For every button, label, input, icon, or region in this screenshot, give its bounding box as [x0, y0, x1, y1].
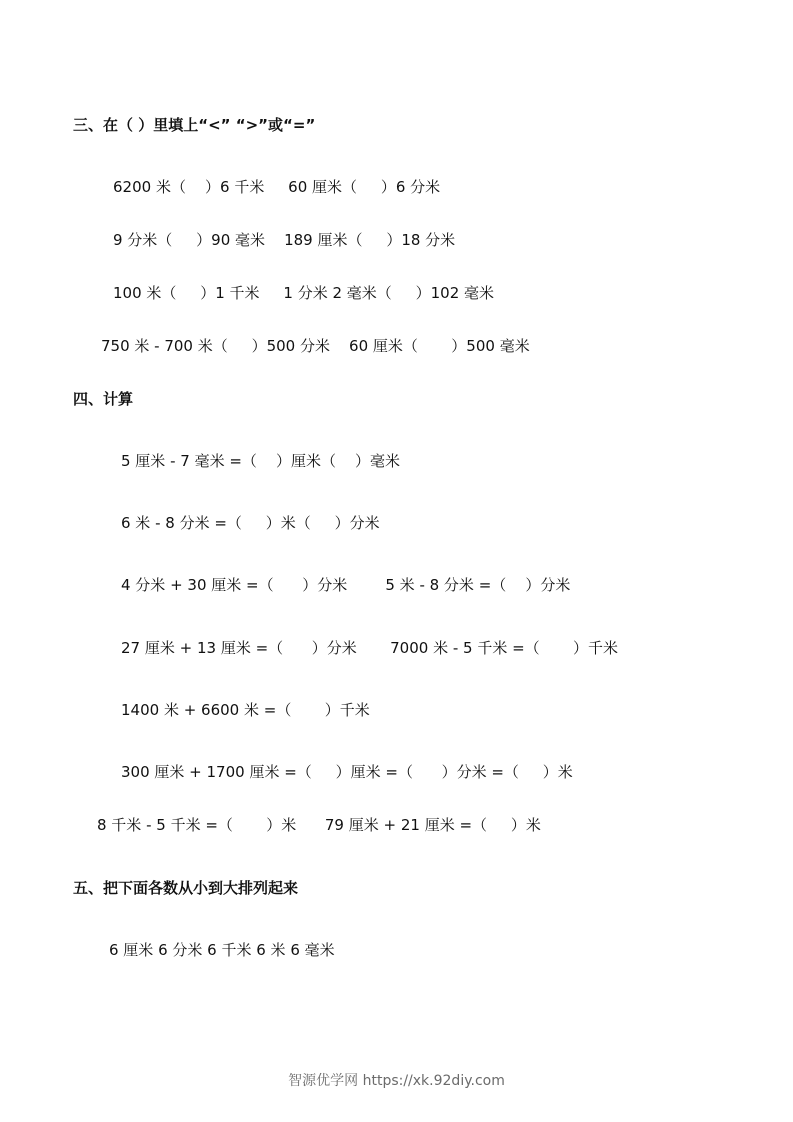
section-4-heading: 四、计算 [73, 390, 134, 408]
section-4-row-4: 27 厘米 + 13 厘米 =（ ）分米 7000 米 - 5 千米 =（ ）千米 [121, 639, 619, 657]
footer-watermark: 智源优学网 https://xk.92diy.com [288, 1073, 505, 1089]
section-3-heading: 三、在（ ）里填上“<” “>”或“=” [73, 116, 316, 134]
section-4-row-2: 6 米 - 8 分米 =（ ）米（ ）分米 [121, 514, 380, 532]
section-4-row-7: 8 千米 - 5 千米 =（ ）米 79 厘米 + 21 厘米 =（ ）米 [97, 816, 541, 834]
section-3-row-2: 9 分米（ ）90 毫米 189 厘米（ ）18 分米 [113, 231, 456, 249]
section-3-row-3: 100 米（ ）1 千米 1 分米 2 毫米（ ）102 毫米 [113, 284, 495, 302]
section-4-row-3: 4 分米 + 30 厘米 =（ ）分米 5 米 - 8 分米 =（ ）分米 [121, 576, 571, 594]
section-3-row-4: 750 米 - 700 米（ ）500 分米 60 厘米（ ）500 毫米 [101, 337, 530, 355]
section-3-row-1: 6200 米（ ）6 千米 60 厘米（ ）6 分米 [113, 178, 441, 196]
section-5-heading: 五、把下面各数从小到大排列起来 [73, 879, 299, 897]
section-4-row-6: 300 厘米 + 1700 厘米 =（ ）厘米 =（ ）分米 =（ ）米 [121, 763, 573, 781]
section-5-row-1: 6 厘米 6 分米 6 千米 6 米 6 毫米 [109, 941, 335, 959]
section-4-row-1: 5 厘米 - 7 毫米 =（ ）厘米（ ）毫米 [121, 452, 401, 470]
section-4-row-5: 1400 米 + 6600 米 =（ ）千米 [121, 701, 370, 719]
